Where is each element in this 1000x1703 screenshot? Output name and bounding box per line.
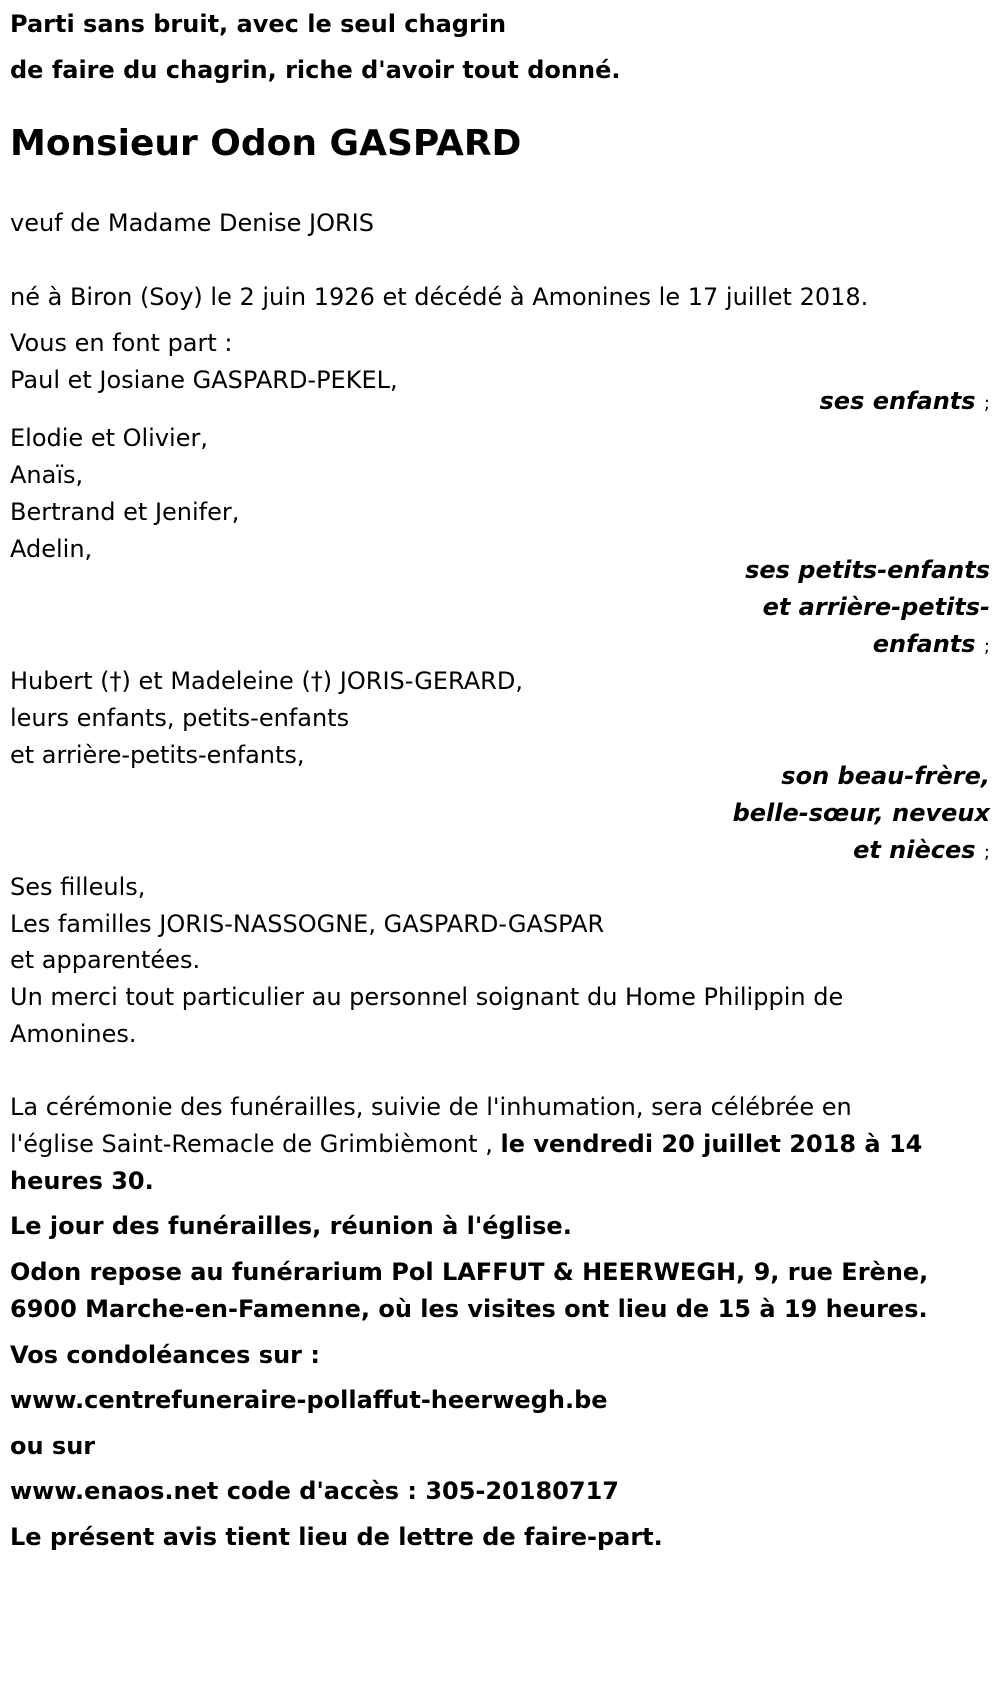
closing-line: Le présent avis tient lieu de lettre de faire-part. [10,1523,663,1551]
epitaph-line-1: Parti sans bruit, avec le seul chagrin [10,10,507,38]
others-line-3: et apparentées. [10,946,201,974]
inlaws-line-1: Hubert (†) et Madeleine (†) JORIS-GERARD, [10,667,523,695]
epitaph-line-2: de faire du chagrin, riche d'avoir tout donné. [10,56,621,84]
repose-line-2: 6900 Marche-en-Famenne, où les visites ont lieu de 15 à 19 heures. [10,1295,928,1323]
announced-by: Vous en font part : [10,329,233,357]
ceremony-line-1: La cérémonie des funérailles, suivie de l'inhumation, sera célébrée en [10,1093,852,1121]
grandchildren-label-1: ses petits-enfants [745,556,990,584]
grandchildren-label-2: et arrière-petits- [762,593,990,621]
grandchild-1: Elodie et Olivier, [10,424,208,452]
children-label: ses enfants ; [819,387,990,415]
inlaws-label-3: et nièces ; [853,836,990,864]
ceremony-line-2: l'église Saint-Remacle de Grimbièmont , le vendredi 20 juillet 2018 à 14 [10,1130,923,1158]
thanks-line-1: Un merci tout particulier au personnel soignant du Home Philippin de [10,983,844,1011]
deceased-name: Monsieur Odon GASPARD [10,123,522,164]
grandchild-3: Bertrand et Jenifer, [10,498,240,526]
condolences-site-1: www.centrefuneraire-pollaffut-heerwegh.be [10,1386,608,1414]
birth-death-line: né à Biron (Soy) le 2 juin 1926 et décédé à Amonines le 17 juillet 2018. [10,283,869,311]
grandchild-4: Adelin, [10,535,93,563]
grandchild-2: Anaïs, [10,461,84,489]
children-names: Paul et Josiane GASPARD-PEKEL, [10,366,398,394]
inlaws-label-2: belle-sœur, neveux [732,799,990,827]
inlaws-line-3: et arrière-petits-enfants, [10,741,305,769]
others-line-1: Ses filleuls, [10,873,146,901]
meeting-line: Le jour des funérailles, réunion à l'église. [10,1212,572,1240]
condolences-or: ou sur [10,1432,96,1460]
grandchildren-label-3: enfants ; [872,630,990,658]
ceremony-line-3: heures 30. [10,1167,154,1195]
inlaws-line-2: leurs enfants, petits-enfants [10,704,350,732]
others-line-2: Les familles JORIS-NASSOGNE, GASPARD-GASPAR [10,910,605,938]
thanks-line-2: Amonines. [10,1020,137,1048]
spouse-line: veuf de Madame Denise JORIS [10,209,374,237]
repose-line-1: Odon repose au funérarium Pol LAFFUT & HEERWEGH, 9, rue Erène, [10,1258,929,1286]
inlaws-label-1: son beau-frère, [781,762,990,790]
condolences-site-2: www.enaos.net code d'accès : 305-20180717 [10,1477,619,1505]
condolences-intro: Vos condoléances sur : [10,1341,320,1369]
